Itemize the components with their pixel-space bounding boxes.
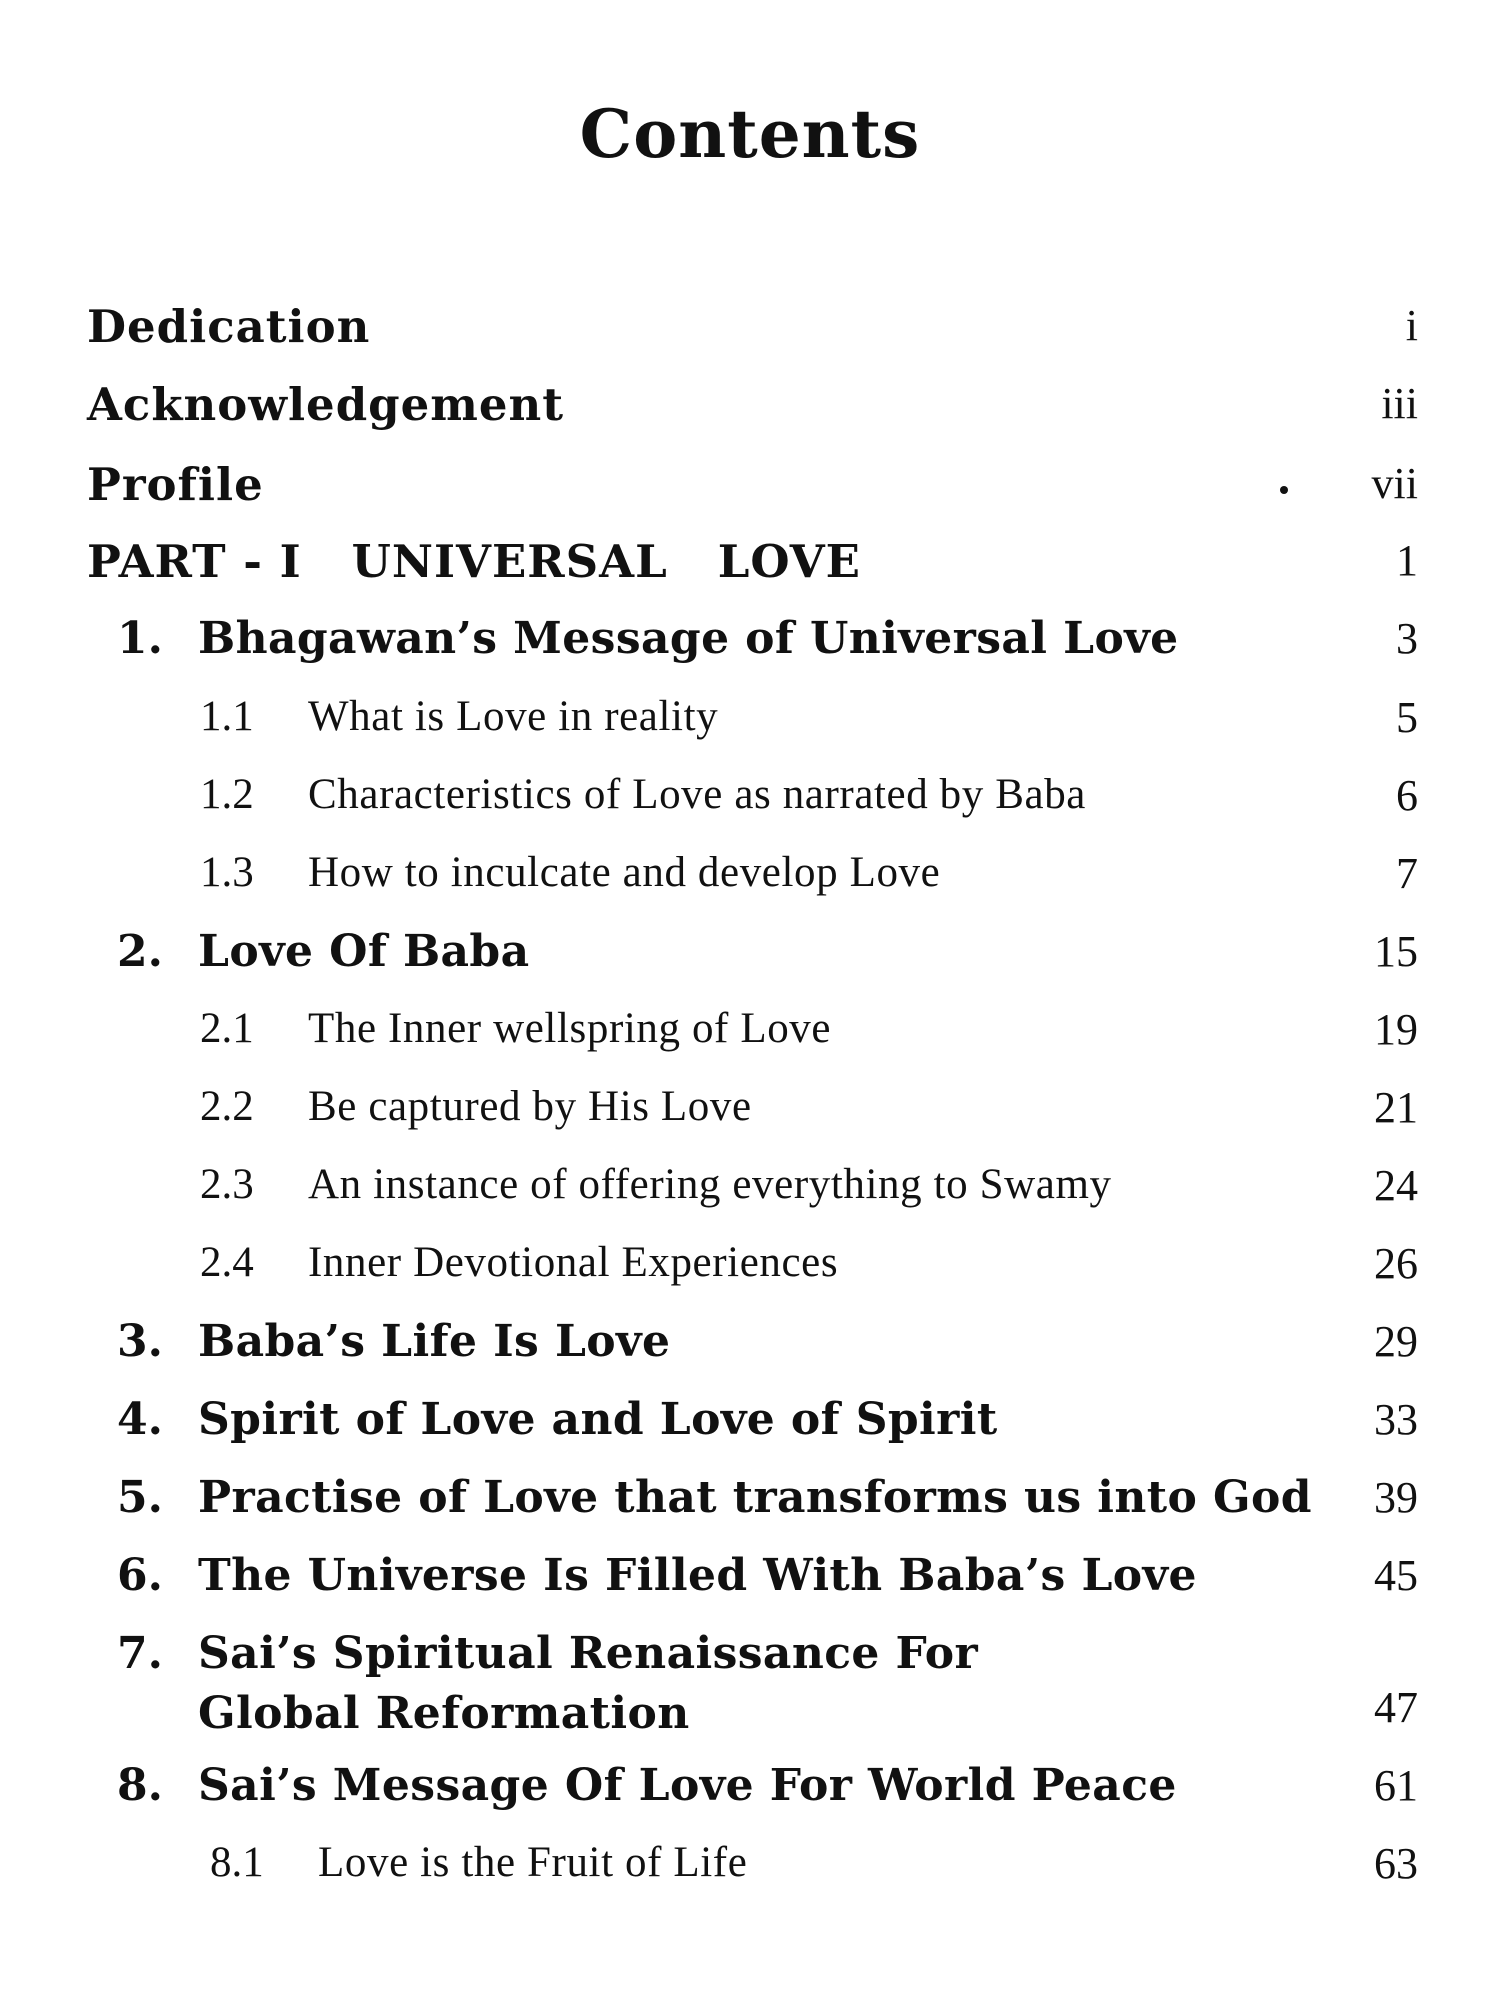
toc-entry-number: 1.1 <box>200 693 254 740</box>
toc-page-number: iii <box>1381 379 1418 428</box>
toc-page-number: 3 <box>1396 614 1418 663</box>
toc-entry-number: 2.2 <box>200 1083 254 1130</box>
toc-entry-label: Baba’s Life Is Love <box>198 1316 671 1367</box>
toc-entry-number: 4. <box>117 1394 163 1445</box>
toc-entry-number: 7. <box>117 1628 163 1679</box>
toc-entry-number: 2.3 <box>200 1161 254 1208</box>
toc-page-number: 6 <box>1396 771 1418 820</box>
toc-entry-label: Practise of Love that transforms us into God <box>198 1472 1312 1523</box>
toc-entry-label: What is Love in reality <box>308 693 719 740</box>
toc-entry-label: How to inculcate and develop Love <box>308 849 941 896</box>
toc-page-number: 21 <box>1374 1083 1418 1132</box>
toc-entry-label: The Inner wellspring of Love <box>308 1005 832 1052</box>
toc-entry-number: 1.2 <box>200 771 254 818</box>
toc-page-number: 19 <box>1374 1005 1418 1054</box>
toc-page-number: 29 <box>1374 1317 1418 1366</box>
toc-entry-number: 8. <box>117 1760 163 1811</box>
toc-entry-label-continued: Global Reformation <box>198 1688 690 1739</box>
ink-speck <box>1280 486 1288 494</box>
toc-page-number: 15 <box>1374 927 1418 976</box>
toc-entry-number: 8.1 <box>210 1839 264 1886</box>
toc-page-number: vii <box>1371 459 1418 508</box>
toc-entry-label: Dedication <box>87 300 371 353</box>
toc-entry-label: An instance of offering everything to Swamy <box>308 1161 1112 1208</box>
toc-page-number: 45 <box>1374 1551 1418 1600</box>
toc-page-number: 63 <box>1374 1839 1418 1888</box>
toc-entry-label: Spirit of Love and Love of Spirit <box>198 1394 998 1445</box>
toc-page-number: 39 <box>1374 1473 1418 1522</box>
toc-page-number: 1 <box>1396 536 1418 585</box>
toc-page-number: i <box>1405 301 1418 350</box>
toc-entry-label: Love is the Fruit of Life <box>318 1839 748 1886</box>
toc-page-number: 61 <box>1374 1761 1418 1810</box>
toc-page-number: 7 <box>1396 849 1418 898</box>
page-title: Contents <box>579 95 921 173</box>
toc-page-number: 33 <box>1374 1395 1418 1444</box>
toc-entry-number: 1.3 <box>200 849 254 896</box>
toc-page-number: 47 <box>1374 1683 1418 1732</box>
toc-page-number: 24 <box>1374 1161 1418 1210</box>
toc-entry-label: Acknowledgement <box>87 378 564 431</box>
toc-entry-label: Love Of Baba <box>198 926 530 977</box>
toc-entry-label: The Universe Is Filled With Baba’s Love <box>198 1550 1197 1601</box>
toc-entry-label: Sai’s Message Of Love For World Peace <box>198 1760 1177 1811</box>
toc-entry-number: 2.4 <box>200 1239 254 1286</box>
toc-entry-label: Profile <box>87 458 264 511</box>
toc-entry-number: 3. <box>117 1316 163 1367</box>
toc-entry-label: Sai’s Spiritual Renaissance For <box>198 1628 979 1679</box>
toc-page-number: 5 <box>1396 693 1418 742</box>
toc-entry-number: 1. <box>117 613 163 664</box>
toc-page-number: 26 <box>1374 1239 1418 1288</box>
toc-entry-number: 5. <box>117 1472 163 1523</box>
toc-entry-label: Inner Devotional Experiences <box>308 1239 839 1286</box>
toc-entry-number: 2. <box>117 926 163 977</box>
toc-entry-number: 6. <box>117 1550 163 1601</box>
toc-entry-label: Characteristics of Love as narrated by Baba <box>308 771 1086 818</box>
toc-entry-label: Be captured by His Love <box>308 1083 752 1130</box>
toc-entry-label: PART - I UNIVERSAL LOVE <box>87 535 861 588</box>
toc-entry-number: 2.1 <box>200 1005 254 1052</box>
toc-entry-label: Bhagawan’s Message of Universal Love <box>198 613 1179 664</box>
